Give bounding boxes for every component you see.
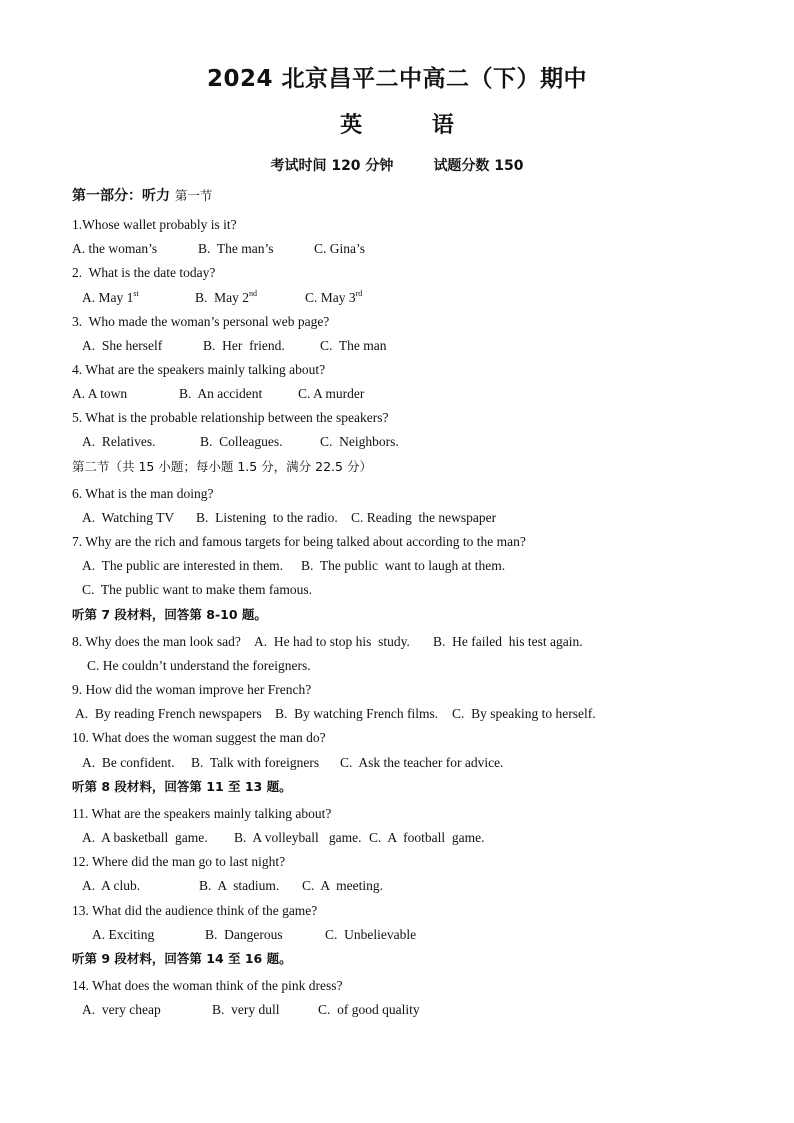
question-stem-8: 8. Why does the man look sad? — [72, 634, 241, 649]
subject-title: 英 语 — [340, 113, 454, 138]
q5-option-c: C. Neighbors. — [320, 434, 399, 449]
question-stem-9: 9. How did the woman improve her French? — [72, 682, 312, 697]
q13-option-a: A. Exciting — [92, 927, 155, 942]
question-stem-6: 6. What is the man doing? — [72, 486, 214, 501]
part1-heading-text: 第一部分：听力 — [72, 188, 170, 204]
question-stem-5: 5. What is the probable relationship between the speakers? — [72, 410, 389, 425]
q14-option-b: B. very dull — [212, 1002, 280, 1017]
q11-option-a: A. A basketball game. — [82, 830, 208, 845]
question-stem-12: 12. Where did the man go to last night? — [72, 854, 286, 869]
question-stem-14: 14. What does the woman think of the pink dress? — [72, 978, 343, 993]
q14-option-c: C. of good quality — [318, 1002, 420, 1017]
q2-b-sup: nd — [249, 289, 257, 298]
q2-a-sup: st — [133, 289, 139, 298]
q11-option-b: B. A volleyball game. — [234, 830, 362, 845]
q7-option-a: A. The public are interested in them. — [82, 558, 284, 573]
q3-option-c: C. The man — [320, 338, 387, 353]
page-title: 2024 北京昌平二中高二（下）期中 — [206, 66, 588, 92]
q2-c-text: C. May 3 — [305, 290, 356, 305]
part1-heading — [72, 188, 212, 204]
q13-option-c: C. Unbelievable — [325, 927, 417, 942]
q7-option-c: C. The public want to make them famous. — [82, 582, 312, 597]
q12-option-a: A. A club. — [82, 878, 141, 893]
q14-option-a: A. very cheap — [82, 1002, 161, 1017]
material7-heading: 听第 7 段材料，回答第 8-10 题。 — [72, 607, 267, 622]
q1-option-a: A. the woman’s — [72, 241, 158, 256]
q2-option-b — [195, 290, 257, 306]
section1-label: 第一节 — [174, 188, 213, 203]
q3-option-b: B. Her friend. — [203, 338, 285, 353]
question-stem-2: 2. What is the date today? — [72, 265, 216, 280]
material9-heading: 听第 9 段材料，回答第 14 至 16 题。 — [72, 951, 292, 966]
q12-option-b: B. A stadium. — [199, 878, 280, 893]
q6-option-c: C. Reading the newspaper — [351, 510, 497, 525]
q12-option-c: C. A meeting. — [302, 878, 383, 893]
q11-option-c: C. A football game. — [369, 830, 485, 845]
question-stem-13: 13. What did the audience think of the game? — [72, 903, 318, 918]
question-stem-3: 3. Who made the woman’s personal web page? — [72, 314, 330, 329]
q9-option-b: B. By watching French films. — [275, 706, 439, 721]
q8-option-c: C. He couldn’t understand the foreigners. — [87, 658, 311, 673]
q9-option-c: C. By speaking to herself. — [452, 706, 596, 721]
question-stem-11: 11. What are the speakers mainly talking about? — [72, 806, 332, 821]
question-stem-1: 1.Whose wallet probably is it? — [72, 217, 237, 232]
q10-option-c: C. Ask the teacher for advice. — [340, 755, 504, 770]
q5-option-a: A. Relatives. — [82, 434, 156, 449]
section2-heading: 第二节（共 15 小题；每小题 1.5 分，满分 22.5 分） — [72, 459, 372, 474]
q6-option-a: A. Watching TV — [82, 510, 175, 525]
q2-a-text: A. May 1 — [82, 290, 134, 305]
q4-option-b: B. An accident — [179, 386, 263, 401]
total-score: 试题分数 150 — [433, 158, 524, 174]
q8-option-a: A. He had to stop his study. — [254, 634, 410, 649]
q9-option-a: A. By reading French newspapers — [75, 706, 262, 721]
q1-option-c: C. Gina’s — [314, 241, 366, 256]
q13-option-b: B. Dangerous — [205, 927, 283, 942]
q2-option-a — [82, 290, 139, 306]
q2-option-c — [305, 290, 362, 306]
question-stem-10: 10. What does the woman suggest the man do? — [72, 730, 326, 745]
question-stem-7: 7. Why are the rich and famous targets for being talked about according to the man? — [72, 534, 526, 549]
q2-c-sup: rd — [355, 289, 363, 298]
q7-option-b: B. The public want to laugh at them. — [301, 558, 506, 573]
q1-option-b: B. The man’s — [198, 241, 274, 256]
q6-option-b: B. Listening to the radio. — [196, 510, 338, 525]
q5-option-b: B. Colleagues. — [200, 434, 283, 449]
exam-info — [0, 155, 794, 175]
q8-option-b: B. He failed his test again. — [433, 634, 583, 649]
q10-option-a: A. Be confident. — [82, 755, 175, 770]
q4-option-a: A. A town — [72, 386, 128, 401]
q4-option-c: C. A murder — [298, 386, 365, 401]
material8-heading: 听第 8 段材料，回答第 11 至 13 题。 — [72, 779, 292, 794]
exam-time: 考试时间 120 分钟 — [270, 158, 394, 174]
question-stem-4: 4. What are the speakers mainly talking about? — [72, 362, 326, 377]
q2-b-text: B. May 2 — [195, 290, 249, 305]
q3-option-a: A. She herself — [82, 338, 163, 353]
q10-option-b: B. Talk with foreigners — [191, 755, 320, 770]
